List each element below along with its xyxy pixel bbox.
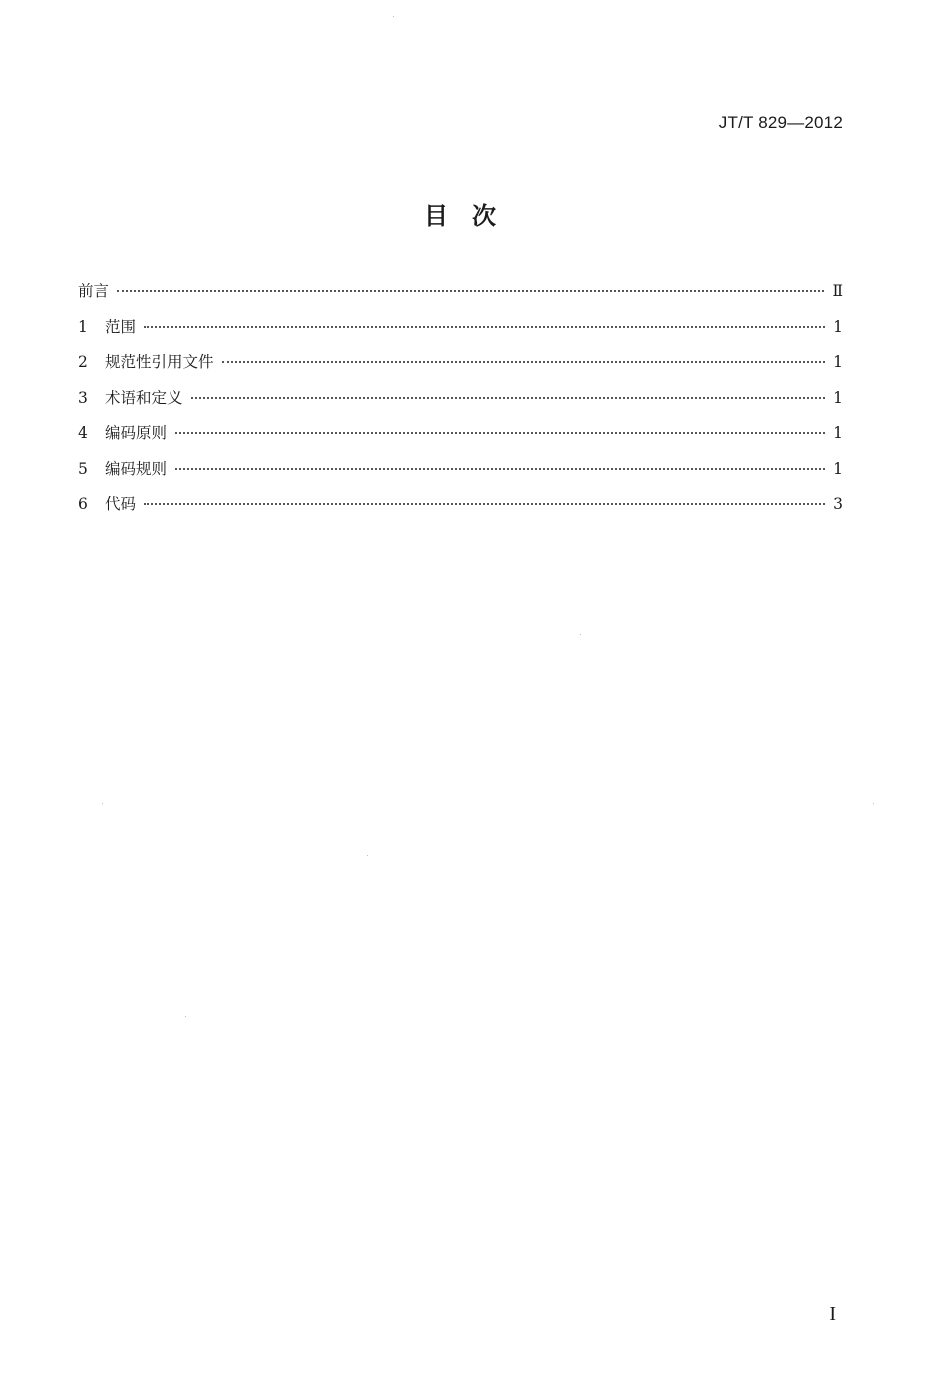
toc-dot-leader: [222, 361, 826, 363]
toc-entry-number: 1: [78, 317, 88, 336]
toc-entry-number: 6: [78, 495, 88, 513]
toc-entry-page: 1: [833, 459, 843, 478]
toc-dot-leader: [175, 432, 825, 434]
toc-entry-label: 术语和定义: [105, 388, 183, 407]
toc-entry-label: 范围: [105, 317, 137, 336]
toc-entry-page: 3: [833, 495, 843, 513]
toc-entry-page: 1: [833, 317, 843, 336]
toc-dot-leader: [144, 503, 825, 505]
scan-speck: [102, 803, 103, 804]
toc-entry-number: 2: [78, 353, 88, 371]
toc-entry-label: 编码规则: [105, 459, 168, 478]
toc-entry-page: 1: [833, 388, 843, 407]
scan-speck: [580, 634, 581, 635]
toc-entry-label: 代码: [105, 495, 137, 513]
toc-entry-terms-definitions[interactable]: [78, 386, 843, 422]
toc-entry-label: 编码原则: [105, 424, 168, 442]
scan-speck: [393, 16, 394, 17]
toc-entry-number: 3: [78, 388, 88, 407]
toc-entry-label: 规范性引用文件: [105, 353, 214, 371]
toc-entry-codes[interactable]: [78, 492, 843, 528]
page-title: 目 次: [424, 202, 496, 230]
toc-entry-label: 前言: [78, 282, 110, 300]
table-of-contents: [78, 279, 843, 528]
standard-number: JT/T 829—2012: [718, 113, 843, 132]
toc-entry-coding-principles[interactable]: [78, 421, 843, 457]
toc-dot-leader: [144, 326, 825, 328]
scan-speck: [367, 855, 368, 856]
toc-dot-leader: [175, 468, 825, 470]
toc-entry-page: Ⅱ: [832, 282, 843, 300]
toc-entry-coding-rules[interactable]: [78, 457, 843, 493]
toc-dot-leader: [191, 397, 826, 399]
scan-speck: [185, 1016, 186, 1017]
page-number: I: [829, 1303, 836, 1325]
toc-entry-number: 4: [78, 424, 88, 442]
scan-speck: [873, 803, 874, 804]
toc-entry-foreword[interactable]: [78, 279, 843, 315]
toc-dot-leader: [117, 290, 824, 292]
toc-entry-scope[interactable]: [78, 315, 843, 351]
toc-entry-number: 5: [78, 459, 88, 478]
toc-entry-page: 1: [833, 424, 843, 442]
toc-entry-normative-references[interactable]: [78, 350, 843, 386]
toc-entry-page: 1: [833, 353, 843, 371]
